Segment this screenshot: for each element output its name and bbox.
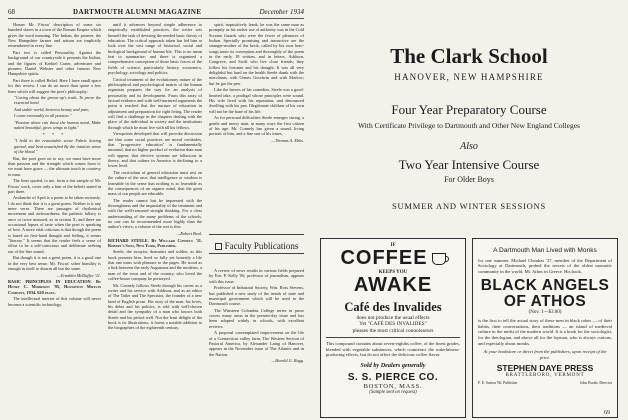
paragraph: BASIC PRINCIPLES IN EDUCATION. By Henry C. Morrison '95, Houghton Mifflin Company, 1934. 620 pages. (8, 279, 101, 295)
company-name: S. S. PIERCE CO. (347, 372, 439, 383)
product-line-2: Yet "CAFÉ DES INVALIDES" (359, 321, 427, 328)
paragraph: I come eventually to all passion." (14, 113, 72, 119)
book-ad-intro: for one summer. Michael Choukas '27, member of the Department of Sociology at Dartmouth, probed the secrets of the oldest monastic community in the world, Mt. Athos in Greece. His book, (478, 257, 612, 274)
director-credit: John Booth, Director (580, 381, 612, 386)
paragraph: —Franklin McDuffee '21. (56, 272, 101, 278)
paragraph: —Robert Beal. (176, 231, 202, 236)
book-title-line-1: BLACK ANGELS (480, 277, 610, 295)
publisher-credit: F. E. Sutton '06, Publisher (478, 381, 518, 386)
book-ad-headline: A Dartmouth Man Lived with Monks (493, 247, 597, 254)
product-name: Café des Invalides (344, 300, 442, 314)
paragraph: until it advances beyond simple adherence to empirically established practices, the writer sets himself the task of devising the needed basic theory of education. The critical approach taken has led him to look over the vast range of historical, social and biological background of human life. This is no mean feat to summarize; and there is organized a comprehensive conception of those basic forces of the fields of science, particularly history, economics, psychology, sociology and politics. (108, 22, 202, 76)
paragraph: Professor of Industrial Society, Wm. Ross Stevens, has published a new study of the trends of state and municipal government which will be used in the Dartmouth course. (209, 285, 304, 307)
issue-date: December 1934 (259, 8, 304, 16)
book-price-note: (Nov. 1—$3.00) (528, 310, 562, 316)
sample-note: (Sample sent on request) (369, 390, 417, 395)
if-label: IF (390, 243, 396, 248)
sessions-label: SUMMER AND WINTER SESSIONS (391, 201, 547, 211)
paragraph: Mr. Connely follows Steele through his career as a writer and his service with Addison, and as an editor of The Tatler and The Spectator, the founder of a new kind of English prose. His story of the man, his loves, his debts and his politics, is told with well-chosen detail and the sympathy of a man who knows both Steele and his period well. Not the least delight of the book is its illustrations; it forms a notable addition to the biographies of the eighteenth century. (108, 282, 202, 331)
header-rule (8, 18, 304, 19)
book-ad-description: is the first to tell the actual story of these men in black robes — of their habits, their conversations, their traditions — an island of medieval culture in the midst of the modern world. It is a book for the sociologist, for the theologian, and above all for the layman, who is always curious, and especially about monks. (478, 318, 612, 346)
paragraph: "Caring about the grown-up's truth, To prove the essential bond (14, 95, 101, 106)
paragraph: Part two is called Personality. Against the background of our countryside it presents the Indian, and the figures of Ezekiel Carter, adventurer and pioneer; Daniel Webster and other famous New Hampshire spirits. (8, 49, 101, 77)
magazine-title: DARTMOUTH ALUMNI MAGAZINE (73, 8, 202, 16)
paragraph: Part three is called Belief. Here I have small space for this review. I can do no more than quote a few lines which will suggest the poet's philosophy: (8, 77, 101, 94)
sold-by-label: Sold by Dealers generally (360, 362, 426, 369)
company-city: BOSTON, MASS. (363, 383, 423, 390)
school-location: HANOVER, NEW HAMPSHIRE (394, 72, 544, 82)
ad-divider (326, 337, 460, 338)
paragraph: "I hold to the reasonable scene Fabric having gained, and beat unsatisfied By the intuitive sense of the blood." (14, 138, 101, 155)
paragraph: "Passion alone can those the human mind, Make naked beautiful, gives wings to light." (14, 119, 101, 131)
prep-course-title: Four Year Preparatory Course (391, 102, 547, 117)
paragraph: The lines quoted, to me, form a fair sample of Mr. Fiscus' work, cover only a hint of the beliefs stated in part three. (8, 178, 101, 194)
order-note: At your bookstore or direct from the publishers, upon receipt of the price. (483, 349, 607, 360)
section-title: Faculty Publications (224, 241, 299, 251)
publisher-name: STEPHEN DAYE PRESS (496, 363, 594, 374)
article-column-2 (108, 22, 202, 417)
article-column-1 (8, 22, 101, 417)
paragraph: The intellectual interest of this volume will never become a scientific technology. (8, 296, 101, 307)
paragraph: spirit, inquisitively frank, he was the same man as promptly as his earlier use of authority was in the Cold Scream Guards who were the fewer of pleasures of Indian. Specially promising and instructive are the stranger-mother of the book, called by his own hero-songs inner its conception and thoroughly of the poem in the early 18 written, and in letters, Addison, Congreve, and Swift who live close friends; they follow his fortunes and his thought. It was all very delightful but hard on the health Steele drank with the merchants, with Ormes Goodwin and with Marlow; but he got the pen. (209, 22, 304, 86)
book-ad (472, 238, 618, 418)
paragraph: The Winsteen Colombia College series in prose covers many areas in the present-day issue and has been adopted widely in schools, with excellent reviews. (209, 307, 304, 329)
product-line-3: pleases the most critical connoisseurs (352, 327, 434, 334)
paragraph: Steele, the essayist, dramatist and soldier, as this book presents him, lived so fully yet honestly a life that one turns with pleasure to the pages. He stood as a link between the early Augustans and the moderns, a man of the town and of the country, who loved the coffee-house company he portrayed. (108, 249, 202, 282)
paragraph: The reader cannot but be impressed with the thoroughness and the impartiality of the treatment and with the well-reasoned straight thinking. For a clear understanding of the many problems of the schools, no one can be recommended more highly than the author's views; a volume of the sort is this. (108, 197, 202, 230)
paragraph: The curriculum of general education must rest on the culture of the race; that intelligence or wisdom is learnable in the sense that nothing is so learnable as the consequences of an organic mind, that the great mass of our people are educable. (108, 169, 202, 197)
paragraph: A review of news results in various fields prepared by Eric P. Kelly '06, professor of journalism, appears with this issue. (209, 268, 304, 284)
paragraph: Critical treatment of the evolutionary nature of the philosophical and psychological matrix of the human organism prepares the way for an analysis of personality and its development. From this array of factual evidence and with well-nurtured arguments the point is reached that the nurture of education in adjustment and preparation for right living. The reader will find a challenge in the chapters dealing with the place of the individual in society and the institutions through which he must live with all his fellows. (108, 76, 202, 130)
section-rule (209, 234, 304, 235)
paragraph: As for personal difficulties Steele emerges strong, a gentle and merry man, in many ways the first citizen of his age. Mr. Connely has given a sound, living portrait of him, and a fine one of his times. (209, 115, 304, 137)
prep-course-subtitle: With Certificate Privilege to Dartmouth and Other New England Colleges (358, 121, 580, 130)
also-label: Also (460, 141, 478, 152)
paragraph: Viewpoints developed that will provoke discussion are that some social practices are moral certitudes, that "progressive education" is fundamentally unsound, that no higher product of evolution than man will appear, that elective systems are fallacious in theory, and that culture in America is declining to a lower level. (108, 131, 202, 169)
page-header (8, 6, 304, 18)
paragraph: Like the heroes of his comedies, Steele was a good-hearted rake, a prodigal whose principles were sound. His wife lived with his reputation, and denounced dwelling with his pen. Illegitimate children of his own will not be the bane of his life. (209, 87, 304, 114)
paragraph: But though it is not a great poem, it is a good one in the very best sense. Mr. Fiscus' sober humility is enough in itself to disarm all but the same. (8, 255, 101, 272)
article-column-3 (209, 22, 304, 222)
coffee-ad (320, 238, 466, 418)
awake-word: AWAKE (353, 274, 433, 296)
section-rule (209, 253, 304, 254)
keeps-label: KEEPS YOU (378, 270, 408, 275)
intensive-course-title: Two Year Intensive Course (398, 157, 540, 172)
square-ornament-icon (215, 243, 222, 250)
coffee-cup-icon (432, 253, 446, 265)
right-page-number: 69 (604, 410, 610, 416)
paragraph: Avalanche of April is a poem to be taken seriously. I do not think that it is a great poem. Neither is it any mere verse. There are passages of rhythmical movement and awkwardness; the pathetic fallacy is once or twice misused, as in section X; and there are occasional lapses of taste when the poet is speaking of love. A more vital criticism is that though the poem is based on first-hand thought and feeling, it seems "literary." It seems that the reader feels a sense of effort to be a self-conscious and deliberate seeking out of the fine sound. (8, 195, 101, 254)
faculty-publications-column (209, 268, 304, 418)
school-name: The Clark School (390, 44, 548, 68)
paragraph: —Harold G. Rugg. (271, 358, 304, 364)
product-line-1: does not produce the usual effects (356, 315, 430, 321)
book-title-line-2: OF ATHOS (503, 293, 587, 311)
paragraph: —Thomas A. Ebbs. (271, 137, 304, 143)
paragraph: Homer Mr. Fiscus' description of some six hundred slaves in a town of the Roman Empire which gives the word meaning. The Indian, the pioneer, the New Hampshire farmer and artisan are implicitly remembered in every line. (8, 22, 101, 49)
product-description: This compound contains about seven-eighths coffee, of the finest grades, blended with vegetable substances, which counteract the wakefulness-producing effects, but do not affect the delicious coffee flavor. (326, 341, 460, 358)
paragraph: RICHARD STEELE. By Willard Connely '11. Robert's Sons, New York, Publisher. (108, 237, 202, 248)
paragraph: But, the poet goes on to say, we must have more than passion and the strength which comes from it: we must have grace — the ultimate touch in courtesy to man. (8, 155, 101, 177)
publisher-city: BRATTLEBORO, VERMONT (505, 373, 585, 379)
paragraph: A proposal contemplated improvement on the life of a Connecticut valley farm, The Western Section of Pastoral America, by Alexander Laing of Hanover, appears in the November issue of The Atlantic and in the Nation. (209, 330, 304, 357)
faculty-publications-header (209, 226, 304, 264)
clark-school-ad (320, 22, 618, 228)
older-boys-label: For Older Boys (444, 175, 494, 184)
coffee-word: COFFEE (340, 247, 428, 269)
paragraph: And stable world, between beauty and pain, (14, 106, 90, 112)
page-number: 68 (8, 8, 15, 16)
paragraph: * * * (42, 131, 67, 137)
